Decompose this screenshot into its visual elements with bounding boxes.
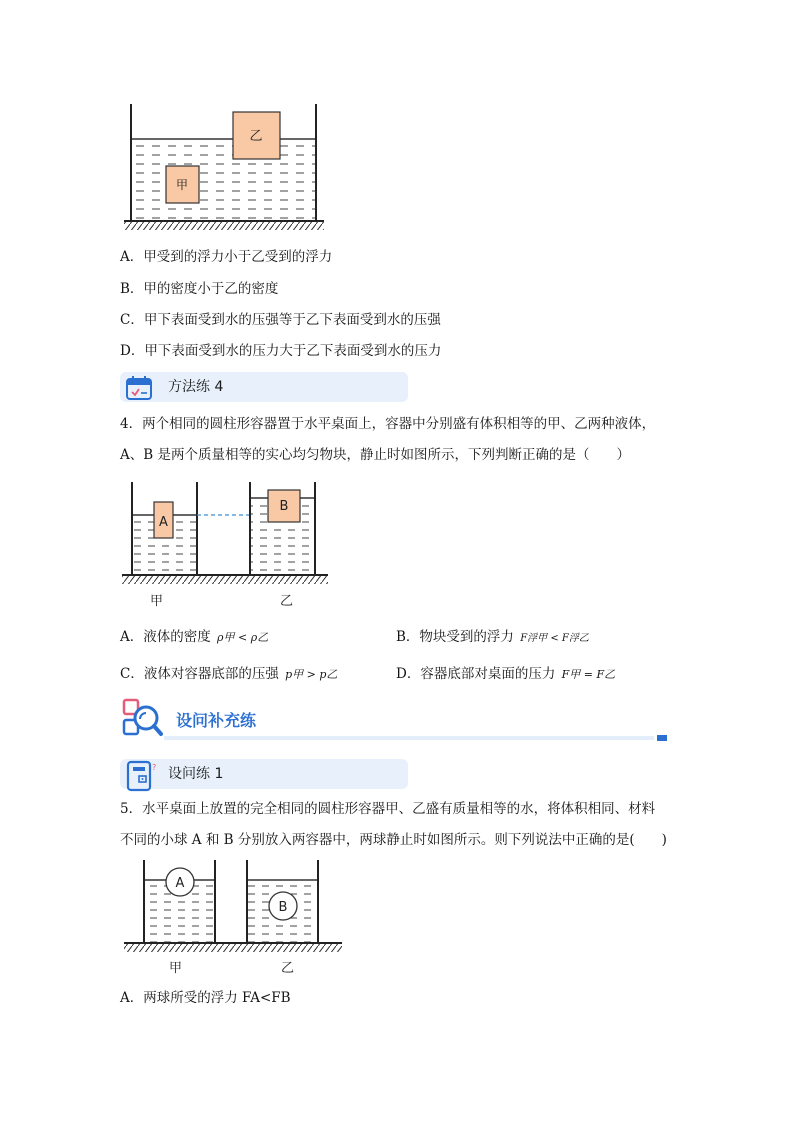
figure-two-containers: [118, 478, 332, 586]
section-title: 设问补充练: [176, 711, 257, 730]
svg-text:?: ?: [152, 763, 157, 772]
calculator-icon: [124, 759, 160, 793]
block-jia-label: 甲: [175, 178, 189, 192]
q5-option-a: A．两球所受的浮力 FA<FB: [120, 990, 291, 1006]
q4-option-b: B．物块受到的浮力 F浮甲 < F浮乙: [396, 629, 589, 645]
section-divider-end: [657, 735, 667, 741]
q4-option-c: C．液体对容器底部的压强 p甲 > p乙: [120, 666, 338, 682]
block-yi-label: 乙: [249, 129, 263, 144]
q5-line-1: 5．水平桌面上放置的完全相同的圆柱形容器甲、乙盛有质量相等的水，将体积相同、材料: [120, 801, 656, 817]
figure2-label-right: 乙: [280, 594, 294, 609]
q4-option-b-formula: F浮甲 < F浮乙: [520, 633, 589, 644]
figure3-label-left: 甲: [169, 961, 183, 976]
q3-option-b: B．甲的密度小于乙的密度: [120, 281, 279, 297]
q4-option-c-formula: p甲 > p乙: [285, 668, 338, 681]
block-b-label: B: [279, 499, 289, 514]
section-divider: [164, 736, 654, 740]
q4-option-a: A．液体的密度 ρ甲 < ρ乙: [120, 629, 269, 645]
ball-b-label: B: [278, 900, 288, 915]
q4-option-a-formula: ρ甲 < ρ乙: [217, 631, 269, 644]
ball-a-label: A: [175, 876, 185, 891]
q3-option-d: D．甲下表面受到水的压力大于乙下表面受到水的压力: [120, 343, 442, 359]
figure-container-blocks: [118, 96, 330, 232]
figure3-label-right: 乙: [281, 961, 295, 976]
q4-line-1: 4．两个相同的圆柱形容器置于水平桌面上，容器中分别盛有体积相等的甲、乙两种液体，: [120, 416, 656, 432]
q3-option-a: A．甲受到的浮力小于乙受到的浮力: [120, 249, 333, 265]
block-a-label: A: [159, 515, 168, 530]
figure-two-balls: [120, 858, 346, 954]
question-practice-banner: [120, 759, 408, 789]
method-practice-banner: [120, 372, 408, 402]
banner-title: 设问练 1: [168, 766, 224, 782]
q4-option-d: D．容器底部对桌面的压力 F甲 = F乙: [396, 666, 616, 682]
q4-line-2: A、B 是两个质量相等的实心均匀物块，静止时如图所示，下列判断正确的是（ ）: [120, 447, 630, 463]
magnifier-search-icon: [120, 696, 164, 740]
banner-title: 方法练 4: [168, 379, 224, 395]
q3-option-c: C．甲下表面受到水的压强等于乙下表面受到水的压强: [120, 312, 441, 328]
q4-option-d-formula: F甲 = F乙: [561, 668, 616, 681]
calendar-icon: [124, 374, 154, 401]
figure2-label-left: 甲: [150, 594, 164, 609]
q5-line-2: 不同的小球 A 和 B 分别放入两容器中，两球静止时如图所示。则下列说法中正确的是( ): [120, 832, 667, 848]
